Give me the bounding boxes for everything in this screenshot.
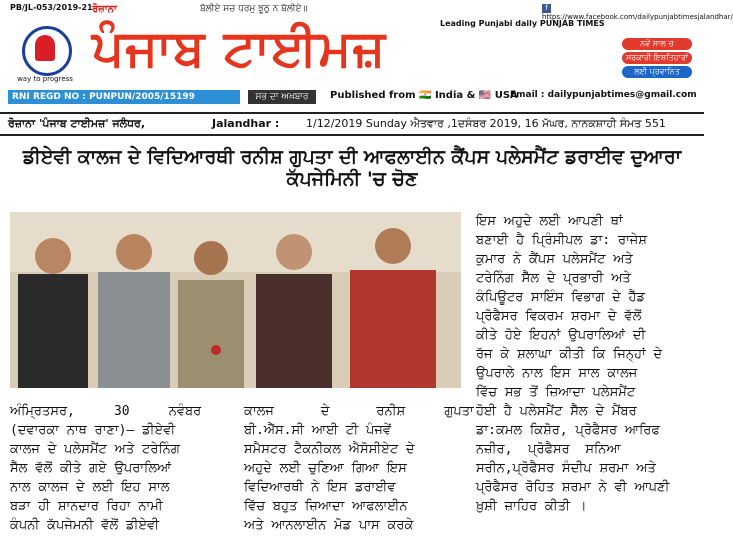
- logo-caption: way to progress: [17, 75, 73, 83]
- article-column-1: ਅੰਮ੍ਰਿਤਸਰ, 30 ਨਵੰਬਰ (ਦਵਾਰਕਾ ਨਾਥ ਰਾਣਾ)– ਡੀਏਵੀ ਕਾਲਜ ਦੇ ਪਲੇਸਮੈਂਟ ਅਤੇ ਟਰੇਨਿੰਗ ਸੈੱਲ ਵੱਲੋਂ ਕੀਤੇ ਗਏ ਉਪਰਾਲਿਆਂ ਨਾਲ ਕਾਲਜ ਦੇ ਲਈ ਇਹ ਸਾਲ ਬੜਾ ਹੀ ਸ਼ਾਨਦਾਰ ਰਿਹਾ ਨਾਮੀ ਕੰਪਨੀ ਕੱਪਜੇਮਨੀ ਵੱਲੋਂ ਡੀਏਵੀ: [10, 404, 202, 533]
- facebook-url: https://www.facebook.com/dailypunjabtimesjalandhar/: [542, 13, 733, 21]
- masthead-title: ਪੰਜਾਬ ਟਾਈਮਜ਼: [92, 18, 387, 77]
- leading-daily-text: Leading Punjabi daily PUNJAB TIMES: [440, 19, 605, 28]
- article-photo: [10, 212, 461, 388]
- dateline-bar: [0, 112, 704, 136]
- group-photo-image: [10, 212, 461, 388]
- dateline-date: 1/12/2019 Sunday ਐਤਵਾਰ ,1ਦਸੰਬਰ 2019, 16 ਮੱਘਰ, ਨਾਨਕਸ਼ਾਹੀ ਸੰਮਤ 551: [306, 117, 666, 130]
- registration-number: PB/JL-053/2019-21: [10, 3, 93, 12]
- rni-registration-bar: RNI REGD NO : PUNPUN/2005/15199: [8, 90, 240, 104]
- article-column-2: ਕਾਲਜ ਦੇ ਰਨੀਸ਼ ਗੁਪਤਾ ਬੀ.ਐੱਸ.ਸੀ ਆਈ ਟੀ ਪੰਜਵੇਂ ਸਮੈਸਟਰ ਟੈਕਨੀਕਲ ਐਸੋਸੀਏਟ ਦੇ ਅਹੁਦੇ ਲਈ ਚੁਣਿਆ ਗਿਆ ਇਸ ਵਿਦਿਆਰਥੀ ਨੇ ਇਸ ਡਰਾਈਵ ਵਿੱਚ ਬਹੁਤ ਜ਼ਿਆਦਾ ਆਫਲਾਈਨ ਅਤੇ ਆਨਲਾਈਨ ਮੋਡ ਪਾਸ ਕਰਕੇ: [244, 404, 474, 533]
- side-tag-1: ਨਵੇਂ ਸਾਲ ਚ: [622, 38, 692, 50]
- dateline-paper-name: ਰੋਜ਼ਾਨਾ 'ਪੰਜਾਬ ਟਾਈਮਜ਼' ਜਲੰਧਰ,: [8, 117, 146, 130]
- slogan-box: ਸਭ ਦਾ ਅਖ਼ਬਾਰ: [248, 90, 316, 104]
- article-headline: ਡੀਏਵੀ ਕਾਲਜ ਦੇ ਵਿਦਿਆਰਥੀ ਰਨੀਸ਼ ਗੁਪਤਾ ਦੀ ਆਫਲਾਈਨ ਕੈਂਪਸ ਪਲੇਸਮੈਂਟ ਡਰਾਈਵ ਦੁਆਰਾ ਕੱਪਜੇਮਿਨੀ 'ਚ ਚੋਣ: [22, 146, 682, 190]
- email-contact: Email : dailypunjabtimes@gmail.com: [510, 90, 697, 100]
- side-tag-3: ਲਈ ਪ੍ਰਵਾਨਿਤ: [622, 66, 692, 78]
- article-column-right: ਇਸ ਅਹੁਦੇ ਲਈ ਆਪਣੀ ਥਾਂ ਬਣਾਈ ਹੈ ਪ੍ਰਿੰਸੀਪਲ ਡਾ: ਰਾਜੇਸ਼ ਕੁਮਾਰ ਨੇ ਕੈਂਪਸ ਪਲੇਸਮੈਂਟ ਅਤੇ ਟਰੇਨਿੰਗ ਸੈੱਲ ਦੇ ਪ੍ਰਭਾਰੀ ਅਤੇ ਕੰਪਿਊਟਰ ਸਾਇੰਸ ਵਿਭਾਗ ਦੇ ਹੈੱਡ ਪ੍ਰੋਫੈਸਰ ਵਿਕਰਮ ਸ਼ਰਮਾ ਦੇ ਵੱਲੋਂ ਕੀਤੇ ਹੋਏ ਇਹਨਾਂ ਉਪਰਾਲਿਆਂ ਦੀ ਰੱਜ ਕੇ ਸ਼ਲਾਘਾ ਕੀਤੀ ਕਿ ਜਿਨ੍ਹਾਂ ਦੇ ਉਪਰਾਲੇ ਨਾਲ ਇਸ ਸਾਲ ਕਾਲਜ ਵਿੱਚ ਸਭ ਤੋਂ ਜ਼ਿਆਦਾ ਪਲੇਸਮੈਂਟ ਹੋਈ ਹੈ ਪਲੇਸਮੈਂਟ ਸੈੱਲ ਦੇ ਮੈਂਬਰ ਡਾ:ਕਮਲ ਕਿਸ਼ੋਰ, ਪ੍ਰੋਫੈਸਰ ਆਰਿਫ ਨਜ਼ੀਰ, ਪ੍ਰੋਫੈਸਰ ਸਨਿਆ ਸਰੀਨ,ਪ੍ਰੋਫੈਸਰ ਸੰਦੀਪ ਸ਼ਰਮਾ ਅਤੇ ਪ੍ਰੋਫੈਸਰ ਰੋਹਿਤ ਸ਼ਰਮਾ ਨੇ ਵੀ ਆਪਣੀ ਖ਼ੁਸ਼ੀ ਜ਼ਾਹਿਰ ਕੀਤੀ ।: [476, 214, 670, 514]
- facebook-icon: f: [542, 4, 551, 13]
- motto: ਬੋਲੀਏ ਸਚ ਧਰਮੁ ਝੂਠੁ ਨ ਬੋਲੀਏ॥: [200, 4, 308, 14]
- dateline-city: Jalandhar :: [212, 117, 280, 130]
- daily-label: ਰੋਜ਼ਾਨਾ: [92, 4, 117, 15]
- side-tag-2: ਸਰਕਾਰੀ ਇਸ਼ਤਿਹਾਰਾਂ: [622, 52, 692, 64]
- published-from: Published from 🇮🇳 India & 🇺🇸 USA: [330, 90, 518, 101]
- newspaper-logo: [22, 26, 72, 76]
